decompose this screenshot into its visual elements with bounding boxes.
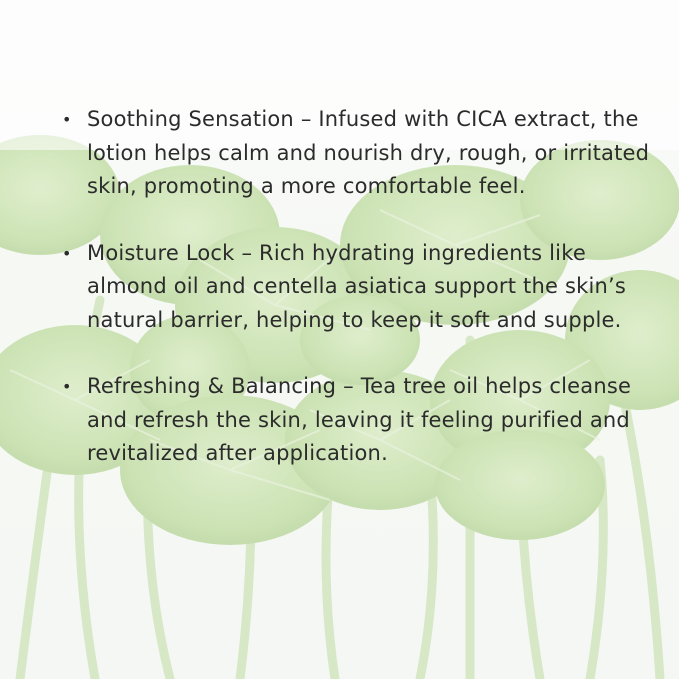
item-separator: – [241,240,253,265]
list-item [62,103,652,204]
list-item [62,370,652,471]
bullet-icon: • [62,110,72,129]
item-title: Moisture Lock [87,240,235,265]
item-text: Tea tree oil helps cleanse and refresh the skin, leaving it feeling purified and revitalized after application. [87,374,632,465]
benefits-list [62,103,652,471]
item-separator: – [343,374,354,398]
bullet-icon: • [62,377,72,396]
list-item [62,237,652,338]
benefits-content [62,103,652,504]
item-text: Rich hydrating ingredients like almond oil and centella asiatica support the skin’s natural barrier, helping to keep it soft and supple. [87,240,627,332]
item-text: Infused with CICA extract, the lotion helps calm and nourish dry, rough, or irritated skin, promoting a more comfortable feel. [87,107,650,198]
item-separator: – [300,107,312,131]
item-title: Refreshing & Balancing [87,374,337,398]
bullet-icon: • [62,243,72,263]
item-title: Soothing Sensation [87,107,294,131]
